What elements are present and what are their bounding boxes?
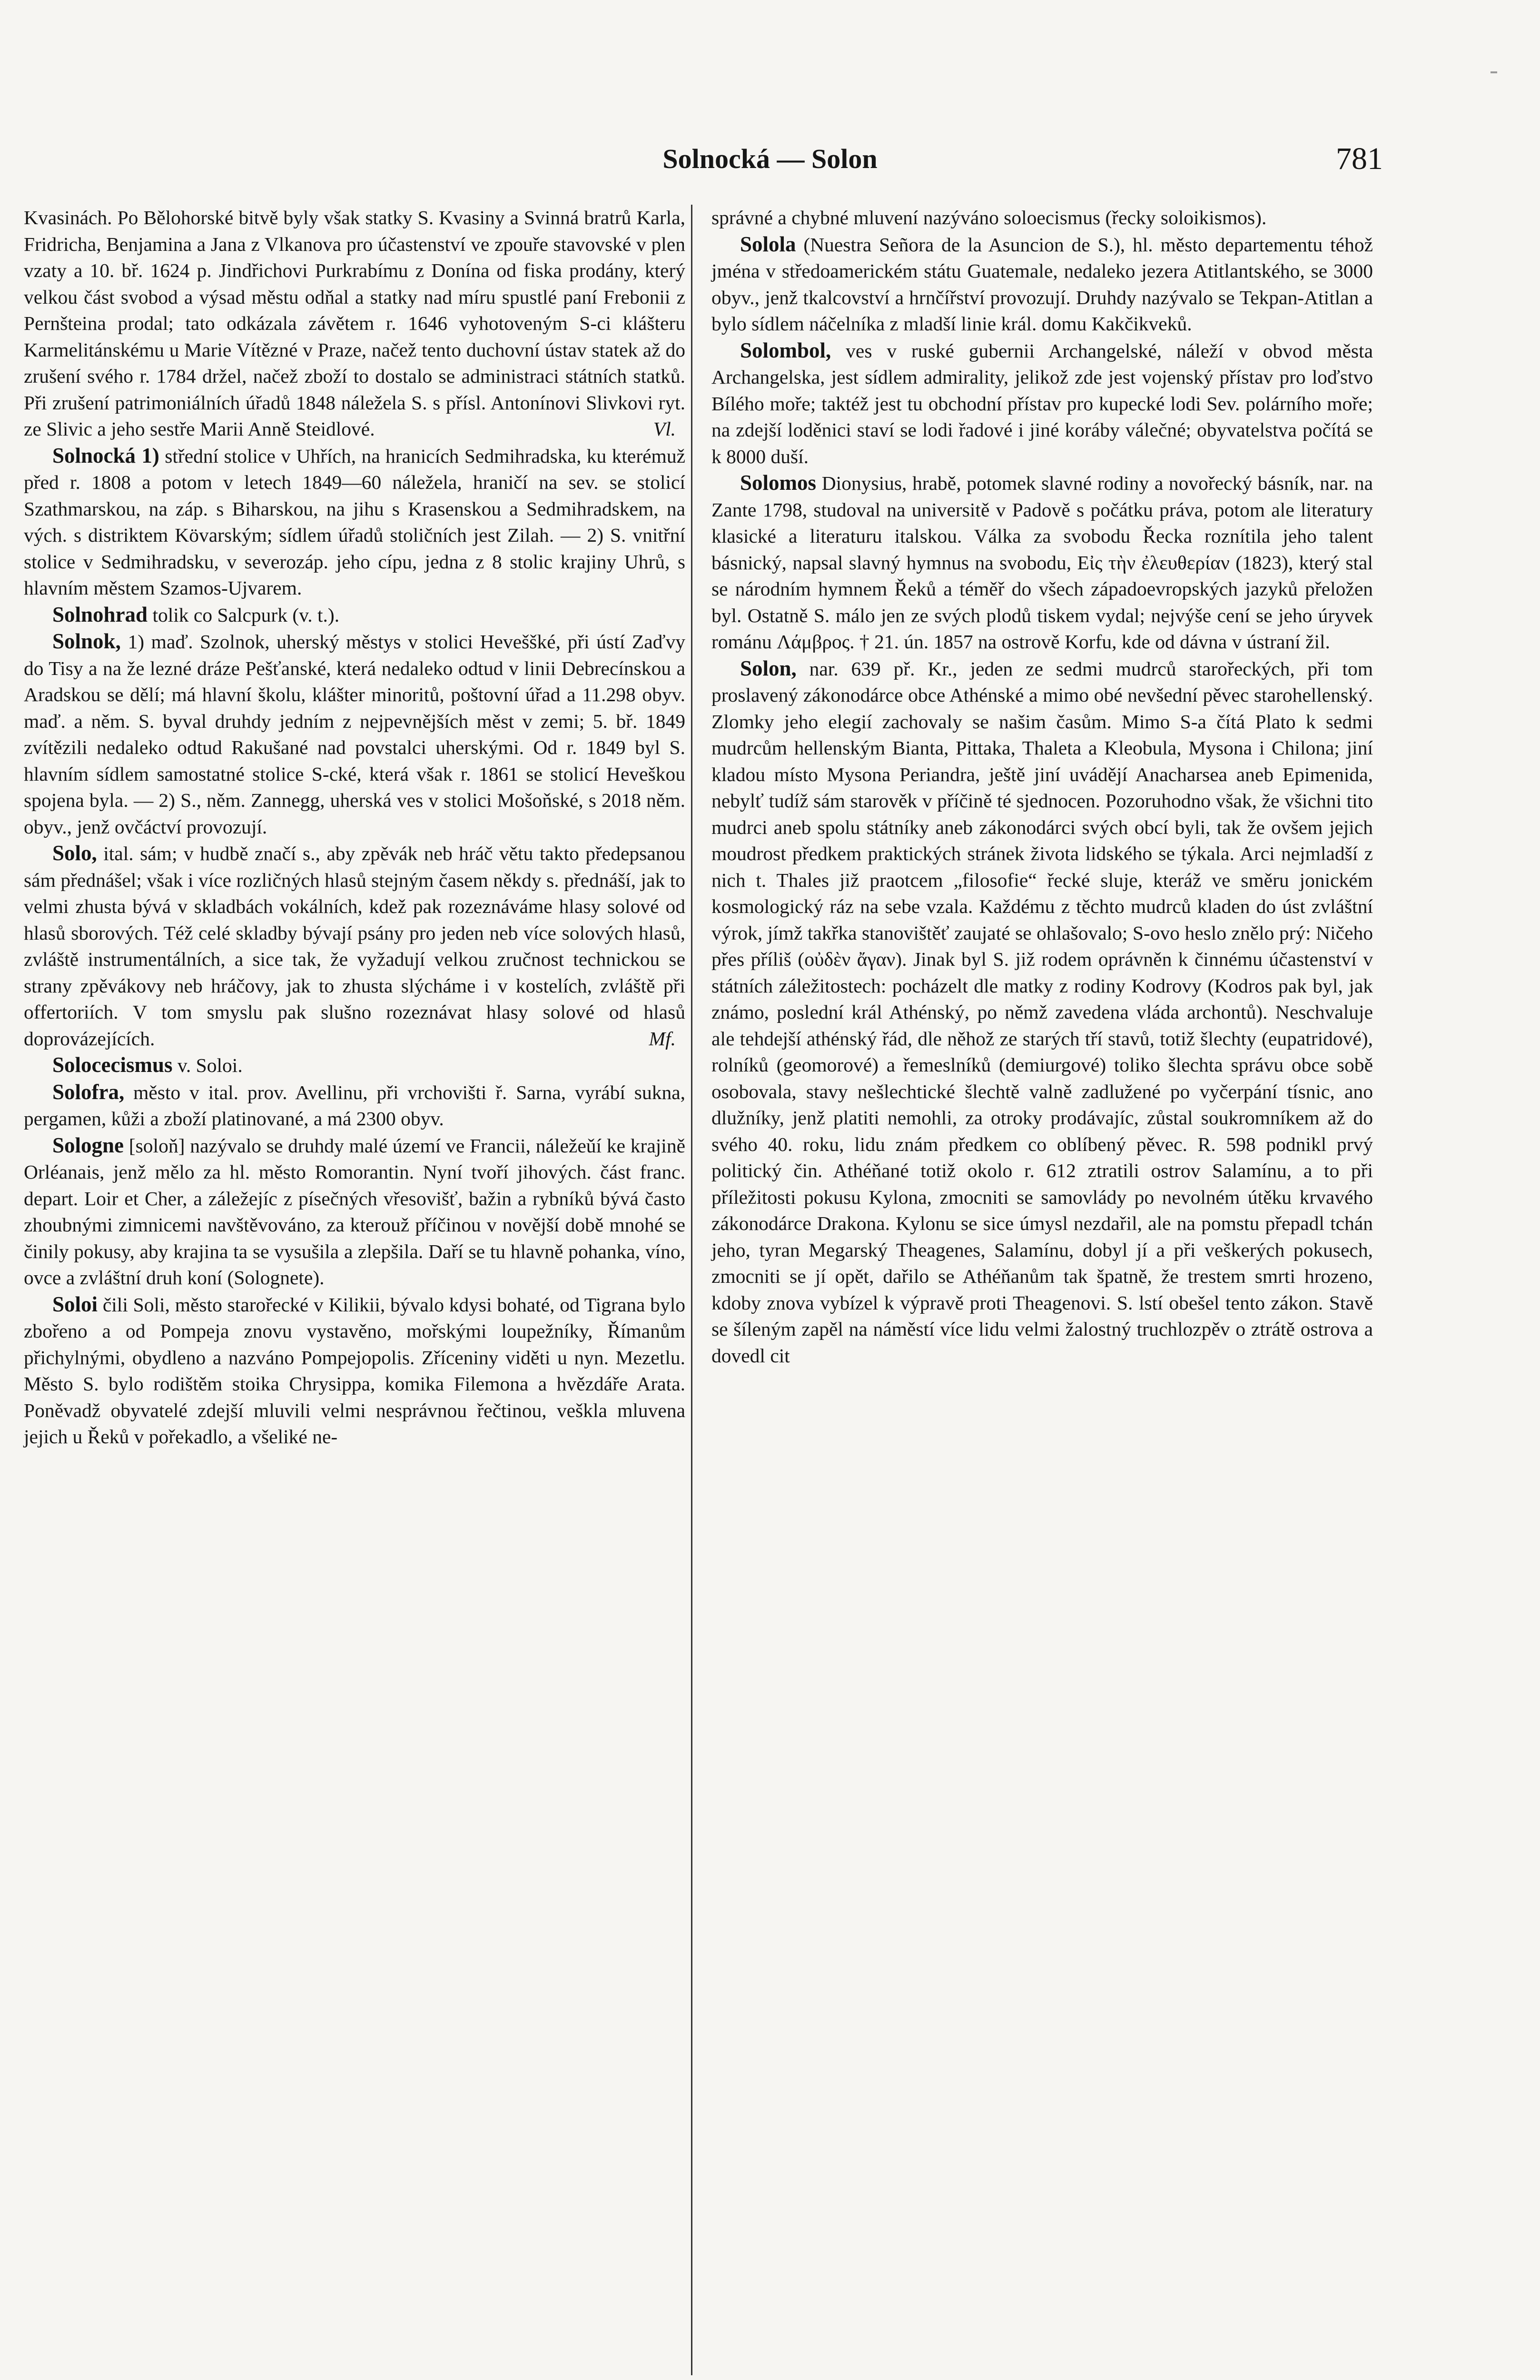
page-number: 781 <box>1336 141 1383 176</box>
headword: Solofra, <box>52 1080 125 1104</box>
entry-solnok <box>24 628 685 840</box>
entry-text: čili Soli, město starořecké v Kilikii, bývalo kdysi bohaté, od Tigrana bylo zbořeno a od Pompeja znovu vystavěno, mořskými loupežníky, Římanům přichylnými, obydleno a nazváno Pompejopolis. Zříceniny viděti u nyn. Mezetlu. Město S. bylo rodištěm stoika Chrysippa, komika Filemona a hvězdáře Arata. Poněvadž obyvatelé zdejší mluvili velmi nesprávnou řečtinou, veškla mluvena jejich u Řeků v pořekadlo, a všeliké ne- <box>24 1293 685 1448</box>
headword: Sologne <box>52 1133 124 1157</box>
headword: Soloi <box>52 1292 98 1316</box>
running-head: Solnocká — Solon <box>662 143 878 174</box>
entry-soloi <box>24 1291 685 1450</box>
entry-text: v. Soloi. <box>177 1054 243 1076</box>
headword: Solomos <box>740 471 817 495</box>
headword: Solon, <box>740 656 797 680</box>
entry-solofra <box>24 1079 685 1132</box>
headword: Solocecismus <box>52 1053 173 1077</box>
right-column <box>711 205 1373 1369</box>
entry-solola <box>711 231 1373 337</box>
entry-solon <box>711 655 1373 1369</box>
entry-kvasiny-continuation <box>24 205 685 443</box>
entry-soloi-continuation <box>711 205 1373 231</box>
entry-text: Kvasinách. Po Bělohorské bitvě byly však statky S. Kvasiny a Svinná bratrů Karla, Fridricha, Benjamina a Jana z Vlkanova pro účastenství ve zpouře stavovské v plen vzaty a 10. bř. 1624 p. Jindřichovi Purkrabímu z Donína od fiska prodány, který velkou část svobod a výsad městu odňal a statky nad míru spustlé paní Frebonii z Pernšteina prodal; tato odkázala závětem r. 1646 vyhotoveným S-ci klášteru Karmelitánskému u Marie Vítězné v Praze, načež tento duchovní ústav statek až do zrušení svého r. 1784 držel, načež zboží to dostalo se administraci státních statků. Při zrušení patrimoniálních úřadů 1848 náležela S. s přísl. Antonínovi Slivkovi ryt. ze Slivic a jeho sestře Marii Anně Steidlové. <box>24 207 685 440</box>
entry-text: správné a chybné mluvení nazýváno soloecismus (řecky soloikismos). <box>711 207 1267 228</box>
entry-text: [soloň] nazývalo se druhdy malé území ve Francii, náležeǔí ke krajině Orléanais, jenž mělo za hl. město Romorantin. Nyní tvoří jihových. část franc. depart. Loir et Cher, a záležejíc z písečných vřesovišť, bažin a rybníků bývá často zhoubnými zimnicemi navštěvováno, za kterouž příčinou v novější době mnohé se činily pokusy, aby krajina ta se vysušila a zlepšila. Daří se tu hlavně pohanka, víno, ovce a zvláštní druh koní (Solognete). <box>24 1134 685 1289</box>
entry-solnohrad <box>24 602 685 629</box>
entry-solomos <box>711 470 1373 655</box>
entry-text: město v ital. prov. Avellinu, při vrchovišti ř. Sarna, vyrábí sukna, pergamen, kůži a zboží platinované, a má 2300 obyv. <box>24 1081 686 1130</box>
entry-text: ves v ruské gubernii Archangelské, náleží v obvod města Archangelska, jest sídlem admirality, jelikož zde jest vojenský přístav pro loďstvo Bílého moře; taktéž jest tu obchodní přístav pro kupecké lodi Sev. polárního moře; na zdejší loděnici staví se lodi řadové i jiné koráby válečné; obyvatelstva počítá se k 8000 duší. <box>711 339 1373 467</box>
entry-solocecismus <box>24 1052 685 1079</box>
entry-solombol <box>711 337 1373 470</box>
entry-text: nar. 639 př. Kr., jeden ze sedmi mudrců starořeckých, při tom proslavený zákonodárce obce Athénské a mimo obé nevšední pěvec starohellenský. Zlomky jeho elegií zachovaly se našim časům. Mimo S-a čítá Plato k sedmi mudrcům hellenským Bianta, Pittaka, Thaleta a Kleobula, Mysona i Chilona; jiní kladou místo Mysona Periandra, ještě jiní uvádějí Anacharsea aneb Epimenida, nebylť tudíž sám starověk v příčině té sjednocen. Pozoruhodno však, že všichni tito mudrci aneb spolu státníky aneb zákonodárci svých obcí byli, tak že ovšem jejich moudrost předkem praktických stránek života lidského se týkala. Arci nejmladší z nich t. Thales již praotcem „filosofie“ řecké sluje, kteráž ve směru jonickém kosmologický ráz na sebe vzala. Každému z těchto mudrců kladen do úst zvláštní výrok, jímž takřka stanovištěť zaujaté se ohlašovalo; S-ovo heslo znělo prý: Ničeho přes příliš (οὐδὲν ἄγαν). Jinak byl S. již rodem oprávněn k činnému účastenství v státních záležitostech: pocházelt dle matky z rodiny Kodrovy (Kodros pak byl, jak známo, poslední král Athénský, po němž zavedena vláda archontů). Neschvaluje ale tehdejší athénský řád, dle něhož ze starých tří stavů, totiž šlechty (eupatridové), rolníků (geomorové) a řemeslníků (demiurgové) toliko šlechta správu obce sobě osobovala, stavy nešlechtické šlechtě valně zadlužené po vyčerpání tísnic, ano dlužníky, jenž platiti nemohli, za otroky prodávajíc, zůstal soukromníkem až do svého 40. roku, lidu znám předkem co oblíbený pěvec. R. 598 podnikl prvý politický čin. Athéňané totiž okolo r. 612 ztratili ostrov Salamínu, a to při příležitosti pokusu Kylona, zmocniti se samovlády po nevolném útěku krvavého zákonodárce Drakona. Kylonu se sice úmysl nezdařil, ale na pomstu přepadl tchán jeho, tyran Megarský Theagenes, Salamínu, dobyl jí a při veškerých pokusech, zmocniti se jí opět, dařilo se Athéňanům tak špatně, že trestem smrti hrozeno, kdoby znova vybízel k výpravě proti Theagenovi. S. lstí obešel tento zákon. Stavě se šíleným zapěl na náměstí více lidu velmi žalostný truchlozpěv o ztrátě ostrova a dovedl cit <box>711 657 1373 1367</box>
entry-text: (Nuestra Señora de la Asuncion de S.), hl. město departementu téhož jména v středoamerickém státu Guatemale, nedaleko jezera Atitlantského, se 3000 obyv., jenž tkalcovství a hrnčířství provozují. Druhdy nazývalo se Tekpan-Atitlan a bylo sídlem náčelníka z mladší linie král. domu Kakčikveků. <box>711 233 1373 335</box>
entry-text: tolik co Salcpurk (v. t.). <box>152 604 340 626</box>
headword: Solnohrad <box>52 602 148 626</box>
edge-mark <box>1491 71 1497 73</box>
headword: Solnocká 1) <box>52 443 159 467</box>
entry-solnocka <box>24 443 685 602</box>
entry-text: Dionysius, hrabě, potomek slavné rodiny a novořecký básník, nar. na Zante 1798, studoval na universitě v Padově s počátku práva, potom ale literatury klasické a literaturu italskou. Válka za svobodu Řecka roznítila jeho talent básnický, napsal slavný hymnus na svobodu, Εἰς τὴν ἐλευθερίαν (1823), který stal se národním hymnem Řeků a téměř do všech západoevropských jazyků přeložen byl. Ostatně S. málo jen ze svých plodů tiskem vydal; nejvýše cení se jeho úryvek románu Λάμβρος. † 21. ún. 1857 na ostrově Korfu, kde od dávna v ústraní žil. <box>711 472 1373 653</box>
page-header <box>0 143 1540 190</box>
headword: Solo, <box>52 841 97 865</box>
entry-text: střední stolice v Uhřích, na hranicích Sedmihradska, ku kterémuž před r. 1808 a potom v letech 1849—60 náležela, hraničí na sev. se stolicí Szathmarskou, na záp. s Biharskou, na jihu s Krasenskou a Sedmihradskem, na vých. s distriktem Kövarským; sídlem úřadů stoličních jest Zilah. — 2) S. vnitřní stolice v Sedmihradsku, v severozáp. jeho cípu, jedna z 8 stolic krajiny Uhrů, s hlavním městem Szamos-Ujvarem. <box>24 445 686 599</box>
entry-sologne <box>24 1132 685 1291</box>
left-column <box>24 205 685 1450</box>
headword: Solnok, <box>52 629 121 653</box>
author-signature: Vl. <box>653 418 676 440</box>
headword: Solombol, <box>740 338 831 362</box>
entry-text: ital. sám; v hudbě značí s., aby zpěvák neb hráč větu takto předepsanou sám přednášel; však i více rozličných hlasů stejným časem někdy s. přednáší, jak to velmi zhusta bývá v skladbách vokálních, kdež pak rozeznáváme hlasy solové od hlasů sborových. Též celé skladby bývají psány pro jeden neb více solových hlasů, zvláště instrumentálních, a sice tak, že vyžadují velkou zručnost technickou se strany zpěvákovy neb hráčovy, jak to zhusta slýcháme i v kostelích, zvláště při offertoriích. V tom smyslu pak slušno rozeznávat hlasy solové od hlasů doprovázejících. <box>24 843 686 1050</box>
headword: Solola <box>740 232 796 256</box>
author-signature: Mf. <box>649 1027 676 1050</box>
entry-solo <box>24 840 685 1052</box>
entry-text: 1) maď. Szolnok, uherský městys v stolici Heveššké, při ústí Zaďvy do Tisy a na že lezné dráze Pešťanské, která nedaleko odtud v linii Debrecínskou a Aradskou se dělí; má hlavní školu, klášter minoritů, poštovní úřad a 11.298 obyv. maď. a něm. S. byval druhdy jedním z nejpevnějších měst v zemi; 5. bř. 1849 zvítězili nedaleko odtud Rakušané nad povstalci uherskými. Od r. 1849 byl S. hlavním sídlem samostatné stolice S-cké, která však r. 1861 se stolicí Heveškou spojena byla. — 2) S., něm. Zannegg, uherská ves v stolici Mošoňské, s 2018 něm. obyv., jenž ovčáctví provozují. <box>24 631 685 838</box>
column-divider <box>691 205 692 2375</box>
